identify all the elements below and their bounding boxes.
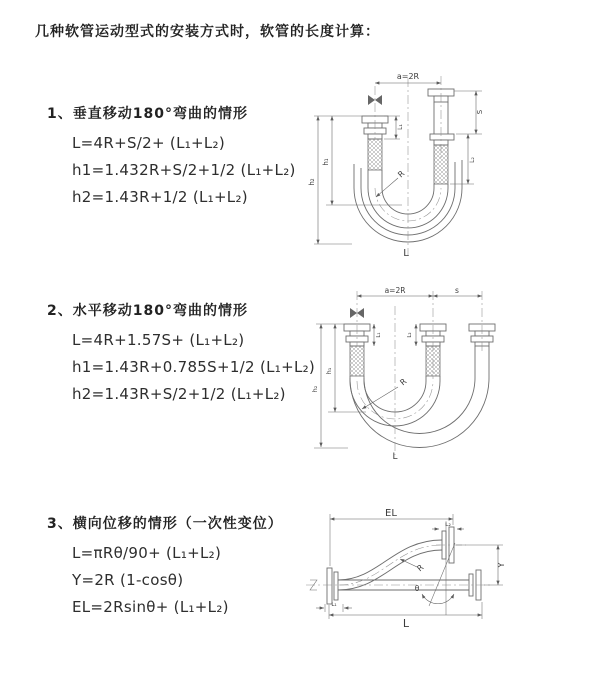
dim-label-l1: L₁ <box>376 332 382 338</box>
diagram-vertical-180-bend <box>306 64 556 264</box>
dim-label-l-total: L <box>403 248 409 259</box>
dim-label-l2: L₂ <box>445 521 451 528</box>
section-lateral-displacement <box>47 514 283 621</box>
hose-curved-position <box>338 540 442 590</box>
right-pipe-fitting <box>428 89 454 184</box>
section-vertical-movement <box>47 104 296 211</box>
formula-line: h2=1.43R+S/2+1/2 (L₁+L₂) <box>72 385 286 403</box>
dim-label-r: R <box>398 376 409 388</box>
section-3-formulas <box>47 540 283 621</box>
dimension-l1 <box>374 324 382 346</box>
dimension-l2 <box>432 521 464 529</box>
diagram-lateral-displacement <box>296 498 596 658</box>
dimension-l <box>329 602 482 630</box>
dim-label-el: EL <box>385 508 397 519</box>
formula-line: h1=1.43R+0.785S+1/2 (L₁+L₂) <box>72 358 316 376</box>
dim-label-theta: θ <box>414 584 420 593</box>
formula-line: L=4R+S/2+ (L₁+L₂) <box>72 134 226 152</box>
dim-label-l1: L₁ <box>397 124 404 130</box>
formula-line: EL=2Rsinθ+ (L₁+L₂) <box>72 598 229 616</box>
dim-label-h1: h₁ <box>325 367 333 375</box>
dim-label-h1: h₁ <box>322 158 330 166</box>
dim-label-r: R <box>415 562 426 574</box>
section-3-heading: 3、横向位移的情形（一次性变位） <box>47 516 283 532</box>
left-flange <box>327 568 338 604</box>
dim-label-h2: h₂ <box>311 385 319 393</box>
formula-line: Y=2R (1-cosθ) <box>72 571 184 589</box>
center-lines <box>357 291 482 455</box>
dim-label-r: R <box>396 168 407 180</box>
dim-label-a2r: a=2R <box>396 72 420 81</box>
section-1-formulas <box>47 130 296 211</box>
dimension-l2 <box>407 324 416 346</box>
dim-label-l-total: L <box>392 452 398 461</box>
dim-label-l-total: L <box>402 617 410 630</box>
section-2-heading: 2、水平移动180°弯曲的情形 <box>47 303 248 319</box>
formula-line: h1=1.432R+S/2+1/2 (L₁+L₂) <box>72 161 296 179</box>
dim-label-y: Y <box>497 562 506 568</box>
dimension-a2r <box>357 286 482 296</box>
dim-label-h2: h₂ <box>308 178 316 186</box>
dim-label-l2: L₂ <box>469 157 476 163</box>
page-title: 几种软管运动型式的安装方式时，软管的长度计算： <box>35 24 380 40</box>
dimension-h1-h2 <box>308 116 402 244</box>
dimension-l1 <box>316 602 352 612</box>
dim-label-l1: L₁ <box>331 602 337 608</box>
section-2-formulas <box>47 327 315 408</box>
dim-label-s: S <box>476 109 484 115</box>
section-1-heading: 1、垂直移动180°弯曲的情形 <box>47 106 248 122</box>
formula-line: h2=1.43R+1/2 (L₁+L₂) <box>72 188 248 206</box>
radius-callout <box>376 169 407 197</box>
radius-callout <box>362 377 409 409</box>
formula-line: L=πRθ/90+ (L₁+L₂) <box>72 544 222 562</box>
diagram-horizontal-180-bend <box>306 281 576 461</box>
section-horizontal-movement <box>47 301 315 408</box>
dim-label-a2r: a=2R <box>384 286 406 295</box>
hose-u-bend <box>350 346 489 448</box>
dim-label-s: s <box>455 286 459 295</box>
formula-line: L=4R+1.57S+ (L₁+L₂) <box>72 331 245 349</box>
dim-label-l2: L₂ <box>407 332 413 338</box>
